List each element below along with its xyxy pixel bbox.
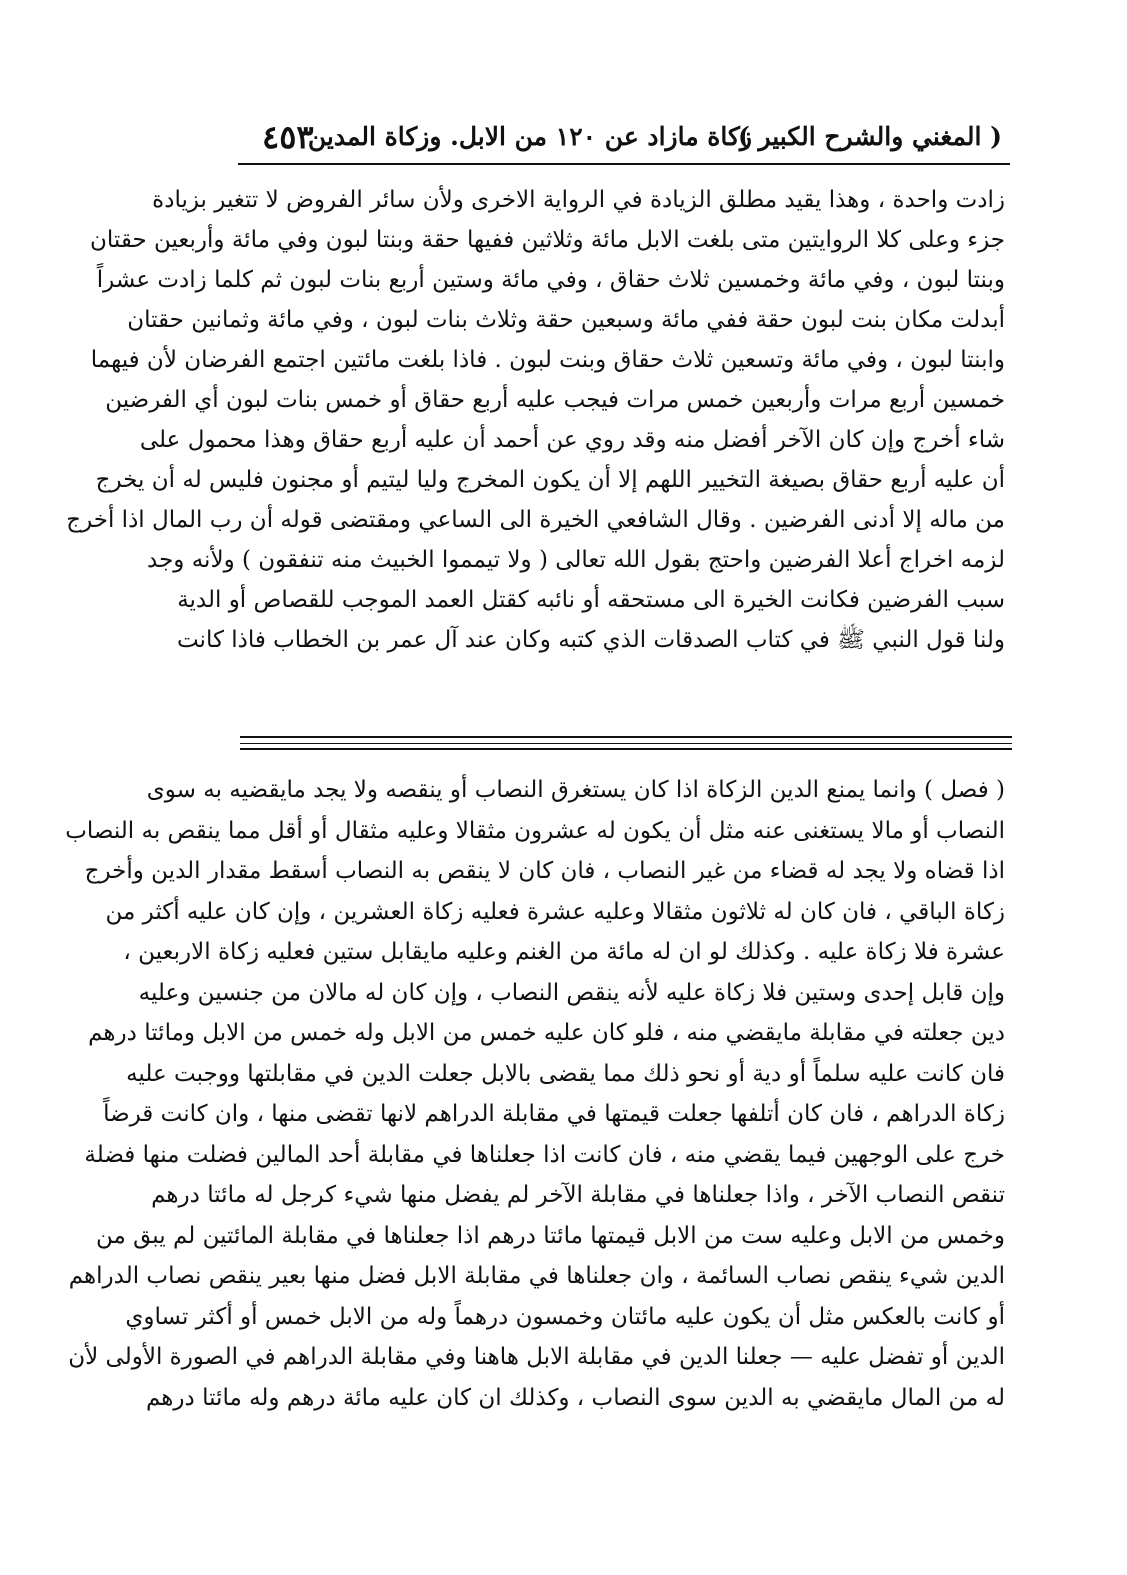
text-line: الدين أو تفضل عليه — جعلنا الدين في مقابلة الابل هاهنا وفي مقابلة الدراهم في الصورة الأولى لأن xyxy=(68,1344,1005,1370)
main-text-block xyxy=(66,180,1005,660)
text-line: أبدلت مكان بنت لبون حقة ففي مائة وسبعين حقة وثلاث بنات لبون ، وفي مائة وثمانين حقتان xyxy=(127,307,1005,333)
header-rule xyxy=(238,163,1010,165)
text-line: شاء أخرج وإن كان الآخر أفضل منه وقد روي عن أحمد أن عليه أربع حقاق وهذا محمول على xyxy=(139,427,1005,453)
text-line: ولنا قول النبي ﷺ في كتاب الصدقات الذي كتبه وكان عند آل عمر بن الخطاب فاذا كانت xyxy=(176,627,1005,653)
text-line: أن عليه أربع حقاق بصيغة التخيير اللهم إلا أن يكون المخرج وليا ليتيم أو مجنون فليس له أن يخرج xyxy=(95,467,1005,493)
text-line: زكاة الدراهم ، فان كان أتلفها جعلت قيمتها في مقابلة الدراهم لانها تقضى منها ، وان كانت قرضاً xyxy=(103,1101,1005,1127)
text-line: جزء وعلى كلا الروايتين متى بلغت الابل مائة وثلاثين ففيها حقة وبنتا لبون وفي مائة وأربعين حقتان xyxy=(89,227,1005,253)
text-line: ( فصل ) وانما يمنع الدين الزكاة اذا كان يستغرق النصاب أو ينقصه ولا يجد مايقضيه به سوى xyxy=(146,777,1005,803)
text-line: زادت واحدة ، وهذا يقيد مطلق الزيادة في الرواية الاخرى ولأن سائر الفروض لا تتغير بزيادة xyxy=(152,187,1005,213)
section-divider xyxy=(240,743,1012,744)
text-line: لزمه اخراج أعلا الفرضين واحتج بقول الله تعالى ( ولا تيمموا الخبيث منه تنفقون ) ولأنه وجد xyxy=(147,547,1005,573)
text-line: عشرة فلا زكاة عليه . وكذلك لو ان له مائة من الغنم وعليه مايقابل ستين فعليه زكاة الاربعين ، xyxy=(123,939,1005,965)
text-line: أو كانت بالعكس مثل أن يكون عليه مائتان وخمسون درهماً وله من الابل خمس أو أكثر تساوي xyxy=(125,1303,1005,1330)
text-line: وابنتا لبون ، وفي مائة وتسعين ثلاث حقاق وبنت لبون . فاذا بلغت مائتين اجتمع الفرضان لأن فيهما xyxy=(90,347,1005,373)
section-divider xyxy=(240,736,1012,738)
text-line: وخمس من الابل وعليه ست من الابل قيمتها مائتا درهم اذا جعلناها في مقابلة المائتين لم يبق من xyxy=(95,1222,1005,1249)
book-title: ( المغني والشرح الكبير ) xyxy=(737,122,1002,151)
text-line: وبنتا لبون ، وفي مائة وخمسين ثلاث حقاق ، وفي مائة وستين أربع بنات لبون ثم كلما زادت عشراً xyxy=(96,267,1005,293)
text-line: وإن قابل إحدى وستين فلا زكاة عليه لأنه ينقص النصاب ، وإن كان له مالان من جنسين وعليه xyxy=(138,979,1005,1006)
text-line: زكاة الباقي ، فان كان له ثلاثون مثقالا وعليه عشرة فعليه زكاة العشرين ، وإن كان عليه أكثر من xyxy=(105,898,1005,925)
text-line: دين جعلته في مقابلة مايقضي منه ، فلو كان عليه خمس من الابل وله خمس من الابل ومائتا درهم xyxy=(88,1020,1005,1046)
text-line: النصاب أو مالا يستغنى عنه مثل أن يكون له عشرون مثقالا وعليه مثقال أو أقل مما ينقص به النصاب xyxy=(65,817,1005,844)
text-line: خرج على الوجهين فيما يقضي منه ، فان كانت اذا جعلناها في مقابلة أحد المالين فضلت منها فضلة xyxy=(84,1141,1005,1168)
section-heading: زكاة مازاد عن ١٢٠ من الابل. وزكاة المدين xyxy=(307,122,752,151)
page-number: ٤٥٣ xyxy=(262,118,314,156)
section-divider xyxy=(240,748,1012,750)
text-line: اذا قضاه ولا يجد له قضاء من غير النصاب ، فان كان لا ينقص به النصاب أسقط مقدار الدين وأخرج xyxy=(84,858,1005,884)
commentary-text-block xyxy=(65,770,1005,1418)
text-line: سبب الفرضين فكانت الخيرة الى مستحقه أو نائبه كقتل العمد الموجب للقصاص أو الدية xyxy=(177,587,1005,613)
text-line: الدين شيء ينقص نصاب السائمة ، وان جعلناها في مقابلة الابل فضل منها بعير ينقص نصاب الدراهم xyxy=(68,1263,1005,1289)
text-line: فان كانت عليه سلماً أو دية أو نحو ذلك مما يقضى بالابل جعلت الدين في مقابلتها ووجبت عليه xyxy=(126,1060,1005,1087)
text-line: خمسين أربع مرات وأربعين خمس مرات فيجب عليه أربع حقاق أو خمس بنات لبون أي الفرضين xyxy=(105,387,1005,413)
text-line: من ماله إلا أدنى الفرضين . وقال الشافعي الخيرة الى الساعي ومقتضى قوله أن رب المال اذا أخرج xyxy=(66,507,1005,533)
text-line: له من المال مايقضي به الدين سوى النصاب ، وكذلك ان كان عليه مائة درهم وله مائتا درهم xyxy=(146,1384,1005,1411)
text-line: تنقص النصاب الآخر ، واذا جعلناها في مقابلة الآخر لم يفضل منها شيء كرجل له مائتا درهم xyxy=(151,1182,1005,1208)
page-header xyxy=(240,118,1010,162)
